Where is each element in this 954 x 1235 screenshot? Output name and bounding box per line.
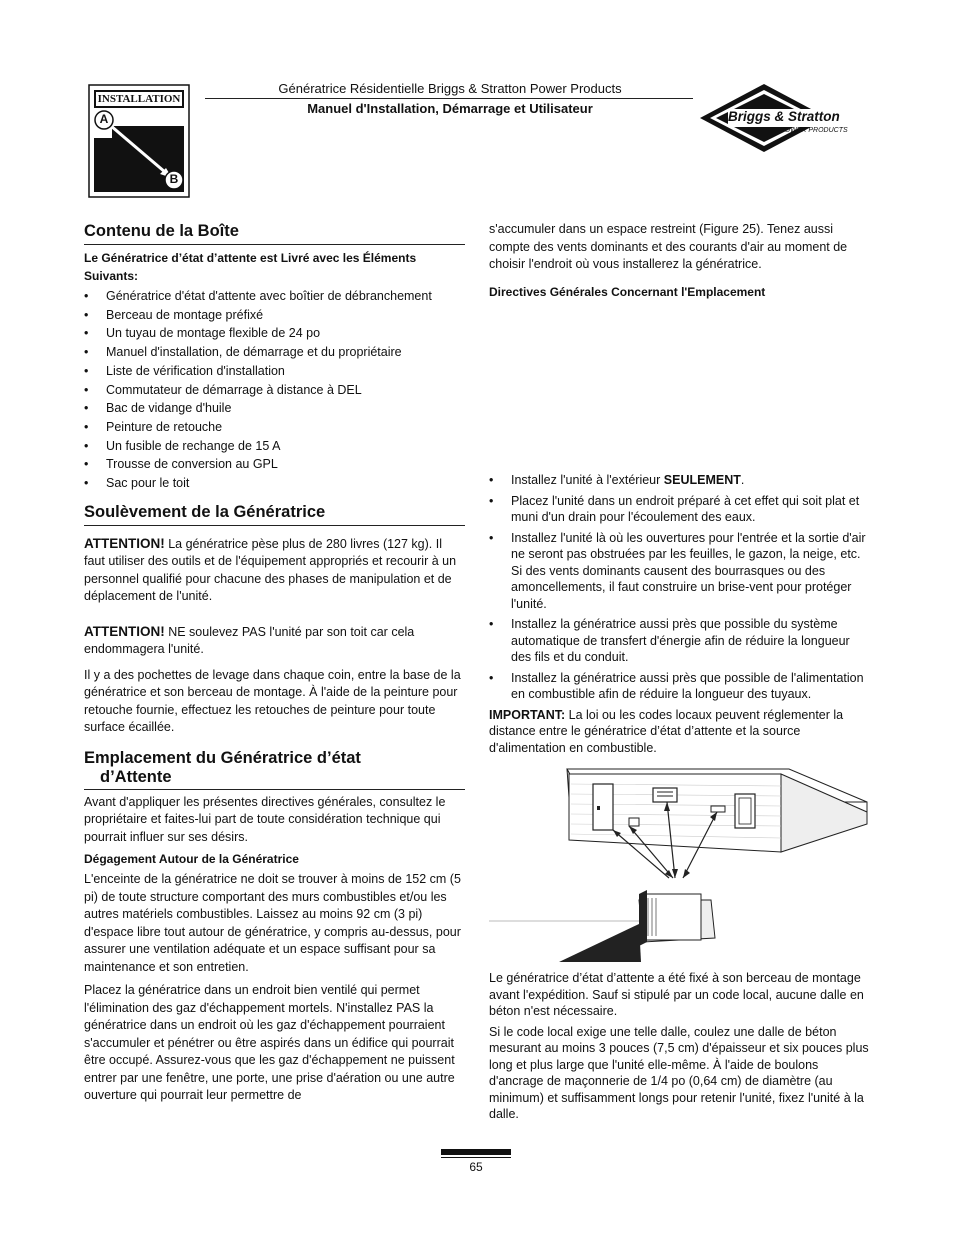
directive-item-punct: . — [740, 473, 745, 487]
clearance-paragraph: L'enceinte de la génératrice ne doit se trouver à moins de 152 cm (5 pi) de toute structure comportant des murs combustibles et/ou les autres matériels combustibles. Laissez au moins 92 cm (3 pi) d'espace libre tout autour de génératrice, y compris au-dessus, pour assurer une ventilation adéquate et un espace suffisant pour sa maintenance et son entretien. — [84, 872, 461, 974]
header-rule — [205, 98, 693, 99]
fixed-cradle-paragraph: Le génératrice d’état d’attente a été fixé à son berceau de montage avant l'expédition. Sauf si stipulé par un code local, aucune dalle en béton n'est nécessaire. — [489, 971, 864, 1018]
list-item: • Liste de vérification d'installation — [84, 362, 465, 381]
directive-item: • Installez l'unité là où les ouvertures pour l'entrée et la sortie d'air ne seront pas obstruées par les feuilles, le gazon, la neige, etc. Si des vents dominants causent des bourrasques ou des amoncellements, il faut construire un brise-vent pour protéger l'unité. — [489, 530, 870, 613]
section-title-location-line2: d’Attente — [100, 767, 172, 786]
ventilation-paragraph: Placez la génératrice dans un endroit bien ventilé qui permet l'élimination des gaz d'échappement mortels. N'installez PAS la génératrice dans un endroit où les gaz d'échappement pourraient s'accumuler et pénétrer ou être aspirés dans un édifice qui pourrait être occupé. Assurez-vous que les gaz d'échappement ne puissent entrer par une fenêtre, une porte, une prise d'aération ou une autre ouverture qui pourrait leur permettre de — [84, 983, 455, 1103]
page-number: 65 — [469, 1160, 483, 1174]
lifting-paragraph: Il y a des pochettes de levage dans chaque coin, entre la base de la génératrice et son berceau de montage. À l'aide de la peinture pour retouche fournie, effectuez les retouches de peinture pour toute surface écaillée. — [84, 667, 461, 735]
important-paragraph — [489, 707, 870, 757]
point-b-label: B — [169, 172, 179, 186]
list-item: • Sac pour le toit — [84, 474, 465, 493]
section-title-contents: Contenu de la Boîte — [84, 221, 465, 245]
attention-paragraph-2 — [84, 623, 465, 659]
directives-list — [489, 472, 870, 756]
header-subtitle: Manuel d'Installation, Démarrage et Utilisateur — [307, 101, 593, 116]
footer-rule — [441, 1157, 511, 1158]
directive-item-emphasis: SEULEMENT — [663, 473, 741, 487]
list-item: • Un fusible de rechange de 15 A — [84, 437, 465, 456]
directive-item — [489, 472, 870, 489]
point-a-label: A — [99, 112, 109, 126]
list-item: • Un tuyau de montage flexible de 24 po — [84, 324, 465, 343]
clearance-subheading: Dégagement Autour de la Génératrice — [84, 852, 299, 867]
list-item: • Génératrice d'état d'attente avec boîtier de débranchement — [84, 287, 465, 306]
header-title: Génératrice Résidentielle Briggs & Stratton Power Products — [278, 81, 622, 96]
section-title-lifting: Soulèvement de la Génératrice — [84, 502, 465, 526]
brand-name: Briggs & Stratton — [728, 109, 840, 124]
right-column-bottom — [489, 970, 870, 1123]
attention-label-1: ATTENTION! — [84, 535, 165, 551]
section-title-location — [84, 749, 465, 790]
attention-paragraph-1 — [84, 535, 465, 606]
right-column — [489, 221, 870, 301]
directive-items — [489, 493, 870, 703]
directives-subheading: Directives Générales Concernant l'Emplacement — [489, 284, 766, 299]
list-item: • Peinture de retouche — [84, 418, 465, 437]
attention-text-1: La génératrice pèse plus de 280 livres (127 kg). Il faut utiliser des outils et de l'équipement appropriés et recourir à un personnel qualifié pour chacune des phases de manipulation et de déplacement de l'unité. — [84, 536, 457, 604]
important-label: IMPORTANT: — [489, 707, 566, 722]
important-text: La loi ou les codes locaux peuvent réglementer la distance entre le génératrice d’état d’attente et la source d'alimentation en combustible. — [489, 707, 844, 755]
list-item: • Bac de vidange d'huile — [84, 399, 465, 418]
list-item: • Trousse de conversion au GPL — [84, 455, 465, 474]
brand-logo — [698, 82, 870, 154]
list-item: • Manuel d'installation, de démarrage et du propriétaire — [84, 343, 465, 362]
directive-item: • Placez l'unité dans un endroit préparé à cet effet qui soit plat et muni d'un drain pour l'écoulement des eaux. — [489, 493, 870, 526]
installation-tab-label: INSTALLATION — [97, 93, 181, 105]
directive-item: • Installez la génératrice aussi près que possible du système automatique de transfert d'énergie afin de réduire la longueur des fils et du conduit. — [489, 616, 870, 666]
contents-subheading: Le Génératrice d’état d’attente est Livré avec les Éléments Suivants: — [84, 251, 417, 283]
installation-tab-icon — [88, 84, 190, 198]
footer-bar — [441, 1149, 511, 1155]
slab-paragraph: Si le code local exige une telle dalle, coulez une dalle de béton mesurant au moins 3 pouces (7,5 cm) d'épaisseur et six pouces plus long et plus large que l'unité elle-même. À l'aide de boulons d'ancrage de maçonnerie de 1/4 po (0,64 cm) de diamètre (au minimum) et suffisamment longs pour retenir l'unité, fixez l'unité à la dalle. — [489, 1024, 869, 1121]
attention-text-2: NE soulevez PAS l'unité par son toit car cela endommagera l'unité. — [84, 624, 415, 657]
list-item: • Berceau de montage préfixé — [84, 306, 465, 325]
figure-house-generator — [489, 766, 869, 966]
brand-subtitle: POWER PRODUCTS — [780, 127, 848, 134]
list-item: • Commutateur de démarrage à distance à DEL — [84, 381, 465, 400]
directive-item-text: Installez l'unité à l'extérieur — [511, 473, 664, 487]
attention-label-2: ATTENTION! — [84, 623, 165, 639]
consult-owner-paragraph: Avant d'appliquer les présentes directives générales, consultez le propriétaire et faites-lui part de toute considération technique qui pourrait influer sur ses désirs. — [84, 794, 446, 844]
contents-list — [84, 287, 465, 493]
directive-item: • Installez la génératrice aussi près que possible de l'alimentation en combustible afin de réduire la longueur des tuyaux. — [489, 670, 870, 703]
left-column — [84, 221, 465, 1105]
section-title-location-line1: Emplacement du Génératrice d’état — [84, 748, 361, 767]
continued-paragraph: s'accumuler dans un espace restreint (Figure 25). Tenez aussi compte des vents dominants et des courants d'air au moment de choisir l'endroit où vous installerez la génératrice. — [489, 222, 848, 271]
